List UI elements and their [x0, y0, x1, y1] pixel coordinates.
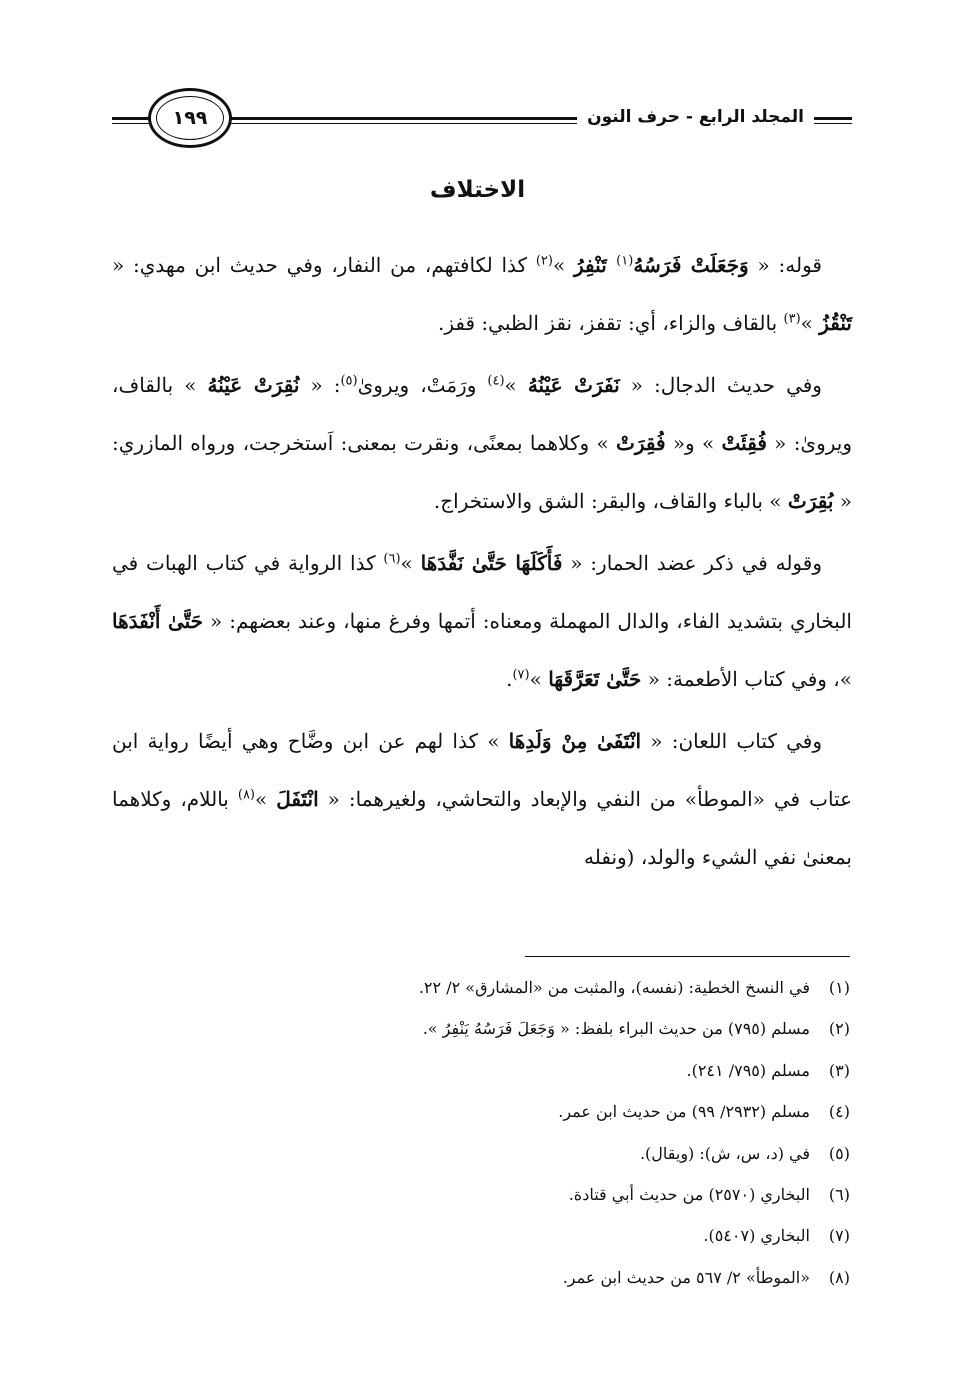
quoted-phrase: حَتَّىٰ أَنْفَدَهَا — [112, 609, 204, 633]
footnote-ref: (٢) — [535, 253, 553, 269]
text: » و« — [665, 431, 722, 455]
footnote-item — [110, 1050, 850, 1091]
footnote-number: (٨) — [828, 1267, 850, 1287]
text: وقوله في ذكر عضد الحمار: « — [562, 551, 822, 575]
footnote-number: (٤) — [828, 1102, 850, 1122]
page-number-badge — [148, 88, 232, 148]
footnote-text: في (د، س، ش): (ويقال). — [639, 1143, 810, 1163]
text: » — [255, 787, 277, 811]
quoted-phrase: انْتَفَىٰ مِنْ وَلَدِهَا — [508, 729, 642, 753]
footnote-number: (٢) — [828, 1019, 850, 1039]
footnote-text: مسلم (٢٩٣٢/ ٩٩) من حديث ابن عمر. — [558, 1102, 810, 1122]
section-title: الاختلاف — [429, 177, 526, 203]
quoted-phrase: انْتَفَلَ — [276, 787, 319, 811]
footnote-item — [110, 1257, 850, 1298]
text: كذا الرواية في كتاب الهبات في البخاري بتشديد الفاء، والدال المهملة ومعناه: أتمها وفرغ منها، وعند بعضهم: « — [112, 551, 852, 633]
text: » كذا لهم عن ابن وضَّاح وهي أيضًا رواية ابن عتاب في «الموطأ» من النفي والإبعاد والتحاشي، ولغيرهما: « — [112, 729, 852, 811]
footnote-separator — [525, 956, 850, 957]
header-title: المجلد الرابع - حرف النون — [577, 105, 814, 129]
footnote-item — [110, 1091, 850, 1132]
footnote-number: (٦) — [828, 1185, 850, 1205]
text: : « — [299, 373, 341, 397]
text: »، وفي كتاب الأطعمة: « — [641, 667, 852, 691]
footnote-ref: (٤) — [487, 373, 505, 389]
quoted-phrase: فُقِرَتْ — [615, 431, 666, 455]
footnote-item — [110, 1174, 850, 1215]
footnote-item — [110, 1133, 850, 1174]
text: كذا لكافتهم، من النفار، وفي حديث ابن مهدي: « — [112, 253, 536, 277]
text: » — [504, 373, 528, 397]
quoted-phrase: وَجَعَلَتْ فَرَسُهُ — [633, 253, 749, 277]
paragraph-4 — [112, 712, 852, 886]
text: » — [800, 311, 820, 335]
footnote-text: في النسخ الخطية: (نفسه)، والمثبت من «المشارق» ٢/ ٢٢. — [418, 978, 810, 997]
footnote-text: البخاري (٥٤٠٧). — [703, 1226, 810, 1246]
paragraph-2 — [112, 356, 852, 530]
paragraph-3 — [112, 534, 852, 708]
footnote-number: (١) — [828, 978, 850, 997]
footnote-number: (٥) — [828, 1143, 850, 1163]
paragraph-1 — [112, 236, 852, 352]
footnote-ref: (٧) — [512, 667, 530, 683]
quoted-phrase: نَفَرَتْ عَيْنُهُ — [527, 373, 620, 397]
footnote-ref: (٥) — [340, 373, 358, 389]
body-text — [112, 236, 852, 886]
footnote-text: مسلم (٧٩٥) من حديث البراء بلفظ: « وَجَعَلَ فَرَسُهُ يَنْفِرُ ». — [422, 1019, 810, 1039]
footnote-ref: (٨) — [237, 787, 255, 803]
quoted-phrase: بُقِرَتْ — [787, 489, 834, 513]
text: باللام، وكلاهما بمعنىٰ نفي الشيء والولد، (ونفله — [112, 787, 852, 869]
text: » — [552, 253, 575, 277]
footnote-text: البخاري (٢٥٧٠) من حديث أبي قتادة. — [568, 1185, 810, 1205]
text: » بالقاف، ويروىٰ: « — [112, 373, 853, 455]
footnote-item — [110, 967, 850, 1008]
footnote-number: (٣) — [828, 1060, 850, 1080]
quoted-phrase: فَأَكَلَهَا حَتَّىٰ نَفَّدَهَا — [420, 551, 563, 575]
text: ورَمَتْ، ويروىٰ — [357, 373, 488, 397]
quoted-phrase: تَنْقُزُ — [819, 311, 852, 335]
footnote-text: «الموطأ» ٢/ ٥٦٧ من حديث ابن عمر. — [562, 1267, 810, 1287]
quoted-phrase: حَتَّىٰ تَعَرَّقَهَا — [548, 667, 642, 691]
text: وفي كتاب اللعان: « — [641, 729, 822, 753]
footnotes-list — [110, 967, 850, 1298]
footnote-ref: (٦) — [383, 551, 401, 567]
running-header — [112, 86, 852, 152]
footnote-text: مسلم (٧٩٥/ ٢٤١). — [686, 1060, 810, 1080]
footnote-item — [110, 1215, 850, 1256]
text: » — [529, 667, 549, 691]
text: » بالباء والقاف، والبقر: الشق والاستخراج. — [433, 489, 788, 513]
quoted-phrase: فُقِئَتْ — [721, 431, 767, 455]
text: » — [400, 551, 421, 575]
quoted-phrase: نُقِرَتْ عَيْنُهُ — [207, 373, 300, 397]
footnote-number: (٧) — [828, 1226, 850, 1246]
text: . — [506, 667, 513, 691]
quoted-phrase: تَنْفِرُ — [574, 253, 617, 277]
text: بالقاف والزاء، أي: تقفز، نقز الظبي: قفز. — [438, 311, 784, 335]
text: قوله: « — [748, 253, 822, 277]
footnote-item — [110, 1008, 850, 1049]
footnote-ref: (١) — [616, 253, 634, 269]
footnote-ref: (٣) — [783, 311, 801, 327]
text: وفي حديث الدجال: « — [619, 373, 822, 397]
page-number: ١٩٩ — [156, 96, 224, 140]
text: » وكلاهما بمعنًى، ونقرت بمعنى: اَستخرجت، ورواه المازري: « — [112, 431, 852, 513]
